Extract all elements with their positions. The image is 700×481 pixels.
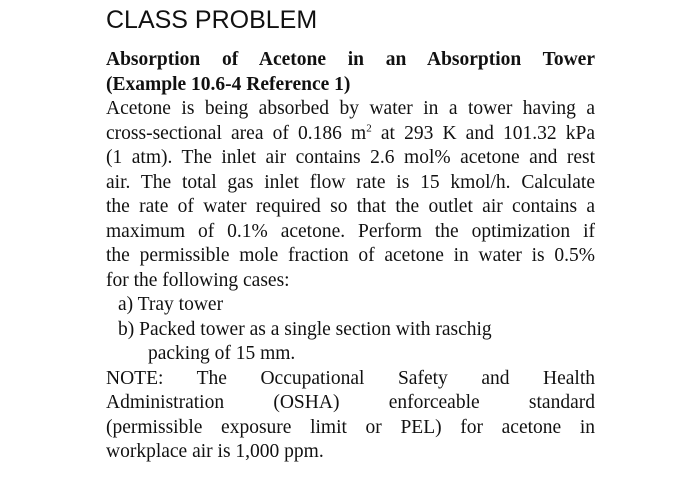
problem-line-6: maximum of 0.1% acetone. Perform the optimization if: [106, 220, 595, 242]
document-page: [106, 4, 595, 465]
case-b-line-2: packing of 15 mm.: [148, 343, 296, 364]
note-line-1: NOTE: The Occupational Safety and Health: [106, 367, 595, 389]
page-title: CLASS PROBLEM: [106, 6, 318, 34]
note-line-2: Administration (OSHA) enforceable standard: [106, 392, 595, 413]
problem-line-2: [106, 122, 595, 147]
note-line-3: (permissible exposure limit or PEL) for acetone in: [106, 416, 595, 438]
problem-heading: [106, 48, 595, 97]
case-a: a) Tray tower: [118, 294, 224, 315]
superscript-squared: 2: [366, 122, 372, 134]
problem-statement: [106, 97, 595, 293]
case-b: [106, 318, 595, 367]
cases-list: [106, 293, 595, 367]
note-line-4: workplace air is 1,000 ppm.: [106, 441, 324, 462]
problem-line-2-part-2: at 293 K and 101.32 kPa: [371, 122, 596, 144]
note-paragraph: [106, 367, 595, 465]
problem-line-2-part-1: cross-sectional area of 0.186 m: [106, 122, 367, 144]
problem-heading-line-2: (Example 10.6-4 Reference 1): [106, 73, 351, 95]
problem-line-8: for the following cases:: [106, 269, 290, 291]
problem-line-5: the rate of water required so that the outlet air contains a: [106, 196, 595, 217]
problem-heading-line-1: Absorption of Acetone in an Absorption Tower: [106, 49, 595, 70]
case-b-line-1: b) Packed tower as a single section with raschig: [118, 318, 492, 340]
problem-line-3: (1 atm). The inlet air contains 2.6 mol% acetone and rest: [106, 147, 595, 168]
problem-line-7: the permissible mole fraction of acetone in water is 0.5%: [106, 245, 595, 266]
problem-line-4: air. The total gas inlet flow rate is 15 kmol/h. Calculate: [106, 171, 595, 193]
problem-line-1: Acetone is being absorbed by water in a tower having a: [106, 98, 595, 119]
